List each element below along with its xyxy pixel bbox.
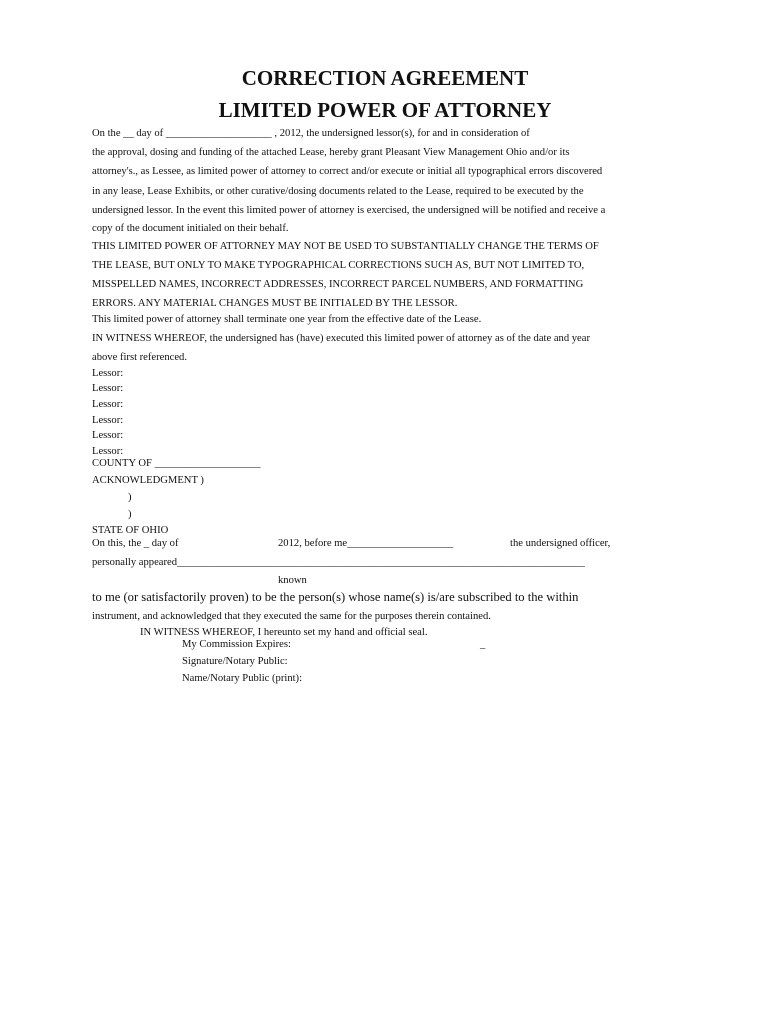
state-label: STATE OF OHIO <box>92 525 169 536</box>
satisfactorily-proven-line: to me (or satisfactorily proven) to be the person(s) whose name(s) is/are subscribed to the within <box>92 590 579 604</box>
caps-para-line: THIS LIMITED POWER OF ATTORNEY MAY NOT BE USED TO SUBSTANTIALLY CHANGE THE TERMS OF <box>92 241 599 252</box>
notary-witness-line: IN WITNESS WHEREOF, I hereunto set my hand and official seal. <box>140 627 428 638</box>
document-title: CORRECTION AGREEMENT <box>241 66 529 90</box>
acknowledgment-label: ACKNOWLEDGMENT ) <box>92 475 204 486</box>
county-label: COUNTY OF ____________________ <box>92 458 261 469</box>
lessor-label: Lessor: <box>92 368 124 379</box>
para1-line: On the __ day of ____________________ , 2012, the undersigned lessor(s), for and in consideration of <box>92 128 530 139</box>
lessor-label: Lessor: <box>92 399 124 410</box>
para1-line: attorney's., as Lessee, as limited power of attorney to correct and/or execute or initial all typographical errors discovered <box>92 166 603 177</box>
personally-appeared-line: personally appeared_____________________________________________________________________________ <box>92 557 585 568</box>
witness-line: above first referenced. <box>92 352 187 363</box>
name-notary-label: Name/Notary Public (print): <box>182 673 303 684</box>
undersigned-officer-text: the undersigned officer, <box>510 538 611 549</box>
lessor-label: Lessor: <box>92 430 124 441</box>
para1-line: the approval, dosing and funding of the attached Lease, hereby grant Pleasant View Management Ohio and/or its <box>92 147 570 158</box>
caps-para-line: THE LEASE, BUT ONLY TO MAKE TYPOGRAPHICAL CORRECTIONS SUCH AS, BUT NOT LIMITED TO, <box>92 260 585 271</box>
lessor-label: Lessor: <box>92 383 124 394</box>
bracket: ) <box>128 492 132 503</box>
commission-expires-blank: _ <box>480 639 486 650</box>
caps-para-line: ERRORS. ANY MATERIAL CHANGES MUST BE INITIALED BY THE LESSOR. <box>92 298 458 309</box>
before-me-text: 2012, before me____________________ <box>278 538 454 549</box>
on-this-text: On this, the _ day of <box>92 538 179 549</box>
document-subtitle: LIMITED POWER OF ATTORNEY <box>218 98 552 122</box>
para1-line: copy of the document initialed on their behalf. <box>92 223 289 234</box>
bracket: ) <box>128 509 132 520</box>
witness-line: IN WITNESS WHEREOF, the undersigned has (have) executed this limited power of attorney as of the date and year <box>92 333 590 344</box>
para1-line: undersigned lessor. In the event this limited power of attorney is exercised, the undersigned will be notified and receive a <box>92 205 606 216</box>
para1-line: in any lease, Lease Exhibits, or other curative/dosing documents related to the Lease, required to be executed by the <box>92 186 584 197</box>
instrument-line: instrument, and acknowledged that they executed the same for the purposes therein contained. <box>92 611 491 622</box>
commission-expires-label: My Commission Expires: <box>182 639 291 650</box>
lessor-label: Lessor: <box>92 415 124 426</box>
known-text: known <box>278 575 307 586</box>
terminate-line: This limited power of attorney shall terminate one year from the effective date of the Lease. <box>92 314 482 325</box>
caps-para-line: MISSPELLED NAMES, INCORRECT ADDRESSES, INCORRECT PARCEL NUMBERS, AND FORMATTING <box>92 279 584 290</box>
signature-notary-label: Signature/Notary Public: <box>182 656 288 667</box>
lessor-label: Lessor: <box>92 446 124 457</box>
